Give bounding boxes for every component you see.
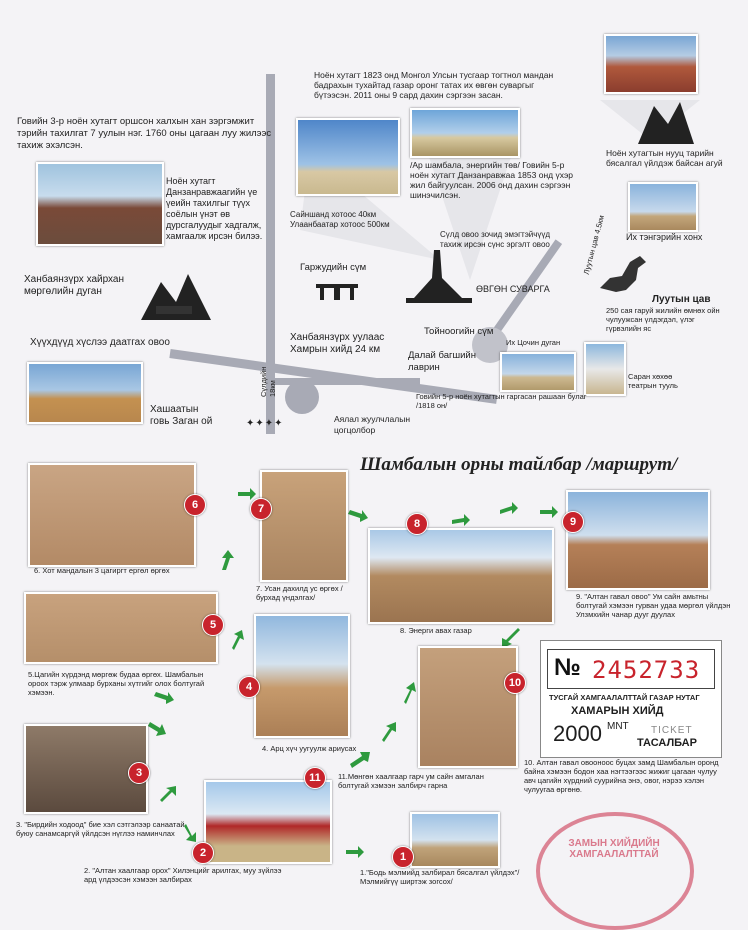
text-khutagt-memorial: Ноён хутагт Данзанравжаагийн үе үеийн тахилгыг түүх соёлын үнэт өв дурсгалуудыг хадгалж, хамгаалж ирсэн билээ. [166,176,263,241]
route-photo-1 [410,812,500,868]
route-number-7: 7 [250,498,272,520]
temple-hanbayanzurkh-icon [136,262,216,322]
label-ovoo-km: Луутын цав 4.5км [581,214,607,276]
route-caption-2: 2. "Алтан хаалгаар орох" Хилэнцийг арилгах, муу зүйлээ ард үлдээсэн хэмээн залбирах [84,866,282,884]
route-photo-6 [28,463,196,567]
ticket-label-en: TICKET [651,725,693,736]
label-dalai-lavrin: Далай багшийн лаврин [408,350,476,373]
photo-dugan [500,352,576,392]
text-hanzarmaa: Говийн 3-р ноён хутагт оршсон халхын хан зэргэмжит тэрийн тахилгат 7 уулын нэг. 1760 оны цагаан луу жилээс тахиж эхэлсэн. [17,116,272,151]
route-caption-11: 11.Мөнгөн хаалгаар гарч ум сайн амгалан болтугай хэмээн залбирч гарна [338,772,484,790]
ticket-price: 2000 [553,721,602,746]
route-photo-2 [204,780,332,864]
label-ikh-tenger: Их тэнгэрийн хонх [626,232,703,242]
route-number-5: 5 [202,614,224,636]
stamp-text: ЗАМЫН ХИЙДИЙН ХАМГААЛАЛТТАЙ [568,838,660,860]
label-ovgon-suvarga: ӨВГӨН СУВАРГА [476,284,550,294]
photo-red-cliffs [604,34,698,94]
route-caption-5: 5.Цагийн хүрдэнд мөргөж будаа өргөх. Шамбалын ороох тэрж улмаар бурханы хүтгийг олох болтугай хэмээн. [28,670,205,697]
label-luut-tsav-desc: 250 сая гаруй жилийн өмнөх ойн чулуужсан үлдэгдэл, үлэг гүрвэлийн яс [606,306,720,333]
label-luut-tsav: Луутын цав [652,294,711,305]
stamp [536,812,694,930]
route-photo-5 [24,592,218,664]
route-photo-10 [418,646,518,768]
route-caption-3: 3. "Бирдийн ходоод" бие хэл сэтгэлээр санаатай буюу санамсаргүй үйлдсэн нүглээ наминчлах [16,820,185,838]
route-caption-6: 6. Хот мандалын 3 цагиргт ергөл өргөх [34,566,170,575]
route-caption-10: 10. Алтан гавал овоонооc буцах замд Шамбалын оронд байна хэмээн бодон хаа нэгтээгээс жижиг цагаан чулуу авч цагийн хүрдний суурийна энэ, овог, нэрээ хэлэн чулуугаа өргөнө. [524,758,719,794]
label-distance-ulaanbaatar: Улаанбаатар хотоос 500км [290,220,390,229]
ticket [540,640,722,758]
ticket-label-mn: ТАСАЛБАР [637,737,697,749]
route-number-6: 6 [184,494,206,516]
ticket-name: ХАМАРЫН ХИЙД [571,705,664,717]
route-caption-7: 7. Усан дахилд ус өргөх /бурхад үндэлгах/ [256,584,343,602]
label-khamar-hiid: Ханбаянзүрх уулаас Хамрын хийд 24 км [290,332,385,355]
text-shambhala-built: /Ар шамбала, энергийн төв/ Говийн 5-р ноён хутагт Данзанравжаа 1853 онд үхэр жил байгуулсан. 2006 онд дахин сэргээн шинэчилсэн. [410,160,574,200]
route-number-4: 4 [238,676,260,698]
route-photo-8 [368,528,554,624]
route-caption-8: 8. Энерги авах газар [400,626,472,635]
photo-bell [628,182,698,232]
label-gate: Гаржудийн сүм [300,262,367,273]
label-distance-sainshand: Сайншанд хотоос 40км [290,210,377,219]
text-restored: Ноён хутагт 1823 онд Монгол Улсын тусгаар тогтнол мандан бадрахын тухайтад газар оронг татах их өвгөн суваргыг бүтээсэн. 2011 оны 9 сард дахин сэргээн засан. [314,70,554,100]
map-area [0,0,748,450]
dinosaur-icon [596,248,656,298]
label-ailal: Аялал жуулчлалын цогцолбор [334,414,411,435]
route-number-10: 10 [504,672,526,694]
route-number-2: 2 [192,842,214,864]
route-caption-4: 4. Арц хүч уугуулж ариусах [262,744,357,753]
text-cave: Ноён хутагтын нууц тарийн бясалгал үйлдэж байсан агуй [606,148,723,168]
route-title: Шамбалын орны тайлбар /маршрут/ [360,454,678,475]
route-photo-9 [566,490,710,590]
label-saran-hoohoo: Саран хөхөө театрын тууль [628,372,678,390]
label-temple-hanbayanzurkh: Ханбаянзүрх хайрхан мөргөлийн дуган [24,274,125,297]
label-khashaatyn-govi: Хашаатын говь Заган ой [150,404,213,427]
gate-icon [312,278,362,300]
label-road-18: Сүлдийн 18км [259,366,277,397]
dots-marker: ✦✦✦✦ [246,418,284,429]
route-caption-9: 9. "Алтан гавал овоо" Ум сайн амьтны болтугай хэмээн гурван удаа мөргөл үйлдэн Улзмхийн чанар дууг дуулах [576,592,731,619]
photo-monastery [410,108,520,158]
route-photo-4 [254,614,350,738]
route-number-9: 9 [562,511,584,533]
label-izozhiin-dugan: Их Цочин дуган [506,338,561,347]
ticket-number: 2452733 [592,656,701,684]
route-photo-7 [260,470,348,582]
label-toinogiin-sum: Тойноогийн сүм [424,326,494,337]
suvarga-icon [404,248,474,304]
ticket-number-box [547,649,715,689]
photo-monument [584,342,626,396]
ticket-currency: MNT [607,721,629,732]
route-caption-1: 1."Бодь мэлмийд залбирал бясалгал үйлдэх"/ Мэлмийгүү ширтэж зогсох/ [360,868,520,886]
route-number-3: 3 [128,762,150,784]
photo-mountain [36,162,164,246]
label-ovoo: Хүүхдүүд хүслээ даатгах овоо [30,337,170,348]
route-number-11: 11 [304,767,326,789]
photo-saxaul [27,362,143,424]
route-number-8: 8 [406,513,428,535]
route-number-1: 1 [392,846,414,868]
label-suld-ovoo: Сүлд овоо зочид эмэгтэйчүүд тахиж ирсэн сүнс эргэлт овоо [440,230,551,249]
cave-icon [636,100,696,146]
ticket-no-label: № [554,654,581,681]
photo-stupa [296,118,400,196]
ticket-header: ТУСГАЙ ХАМГААЛАЛТТАЙ ГАЗАР НУТАГ [549,693,700,702]
label-spring: Говийн 5-р ноён хутагтын гаргасан рашаан булаг /1818 он/ [416,392,587,410]
